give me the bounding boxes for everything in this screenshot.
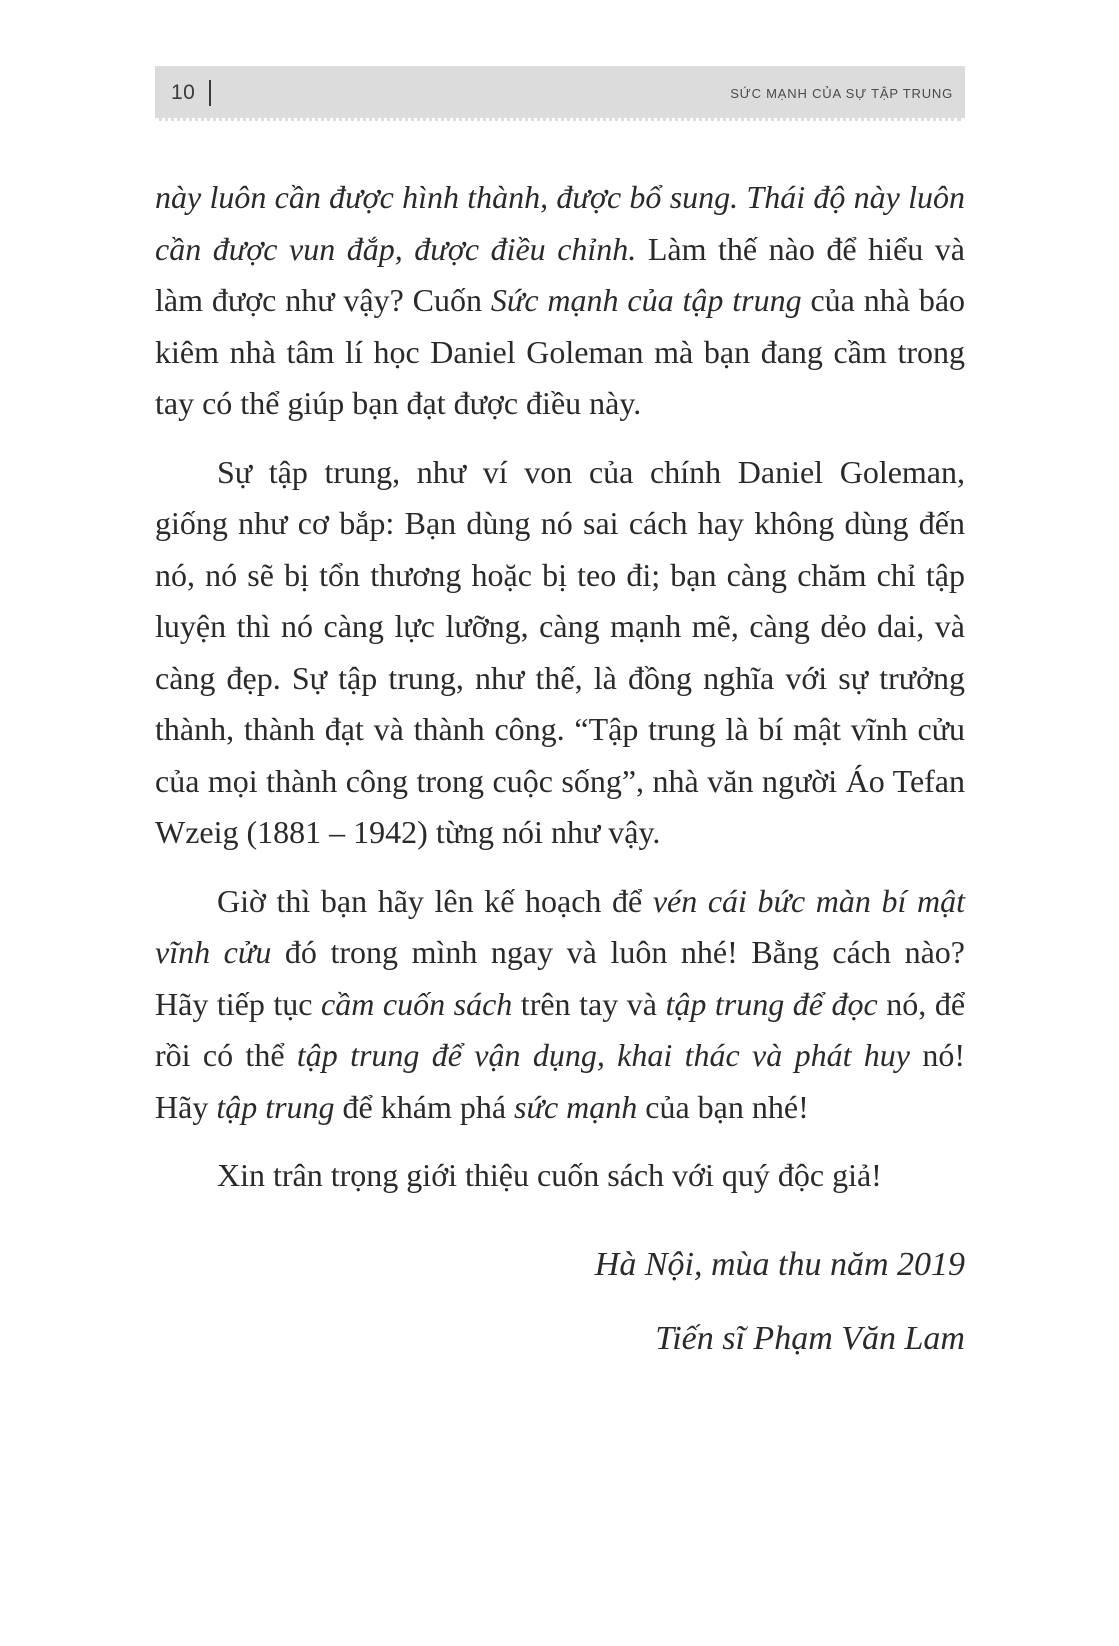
text-run: trên tay và xyxy=(512,985,666,1022)
text-italic: Sức mạnh của tập trung xyxy=(490,282,802,318)
text-italic: này luôn cần được hình thành, được bổ sung. Thái độ này luôn cần được vun đắp, được điều chỉnh. xyxy=(155,179,965,267)
page-header xyxy=(155,66,965,121)
text-run: đó trong mình ngay và luôn nhé! Bằng cách nào? Hãy tiếp tục xyxy=(155,934,966,1022)
signature-author: Tiến sĩ Phạm Văn Lam xyxy=(655,1320,965,1357)
page-number: 10 xyxy=(171,81,196,104)
text-run: nó! Hãy xyxy=(155,1037,966,1125)
signature-place-date: Hà Nội, mùa thu năm 2019 xyxy=(594,1246,965,1283)
paragraph xyxy=(155,172,965,430)
text-run: Làm thế nào để hiểu và làm được như vậy? Cuốn xyxy=(155,230,966,318)
text-run: của nhà báo kiêm nhà tâm lí học Daniel Goleman mà bạn đang cầm trong tay có thể giúp bạn đạt được điều này. xyxy=(155,282,966,421)
text-italic: tập trung để vận dụng, khai thác và phát huy xyxy=(296,1037,911,1073)
text-run: nó, để rồi có thể xyxy=(155,985,966,1073)
text-run: Xin trân trọng giới thiệu cuốn sách với quý độc giả! xyxy=(217,1157,882,1193)
paragraph xyxy=(155,1150,965,1202)
text-italic: vén cái bức màn bí mật vĩnh cửu xyxy=(155,882,966,970)
text-run: Sự tập trung, như ví von của chính Daniel Goleman, giống như cơ bắp: Bạn dùng nó sai cách hay không dùng đến nó, nó sẽ bị tổn thương hoặc bị teo đi; bạn càng chăm chỉ tập luyện thì nó càng lực lưỡng, càng mạnh mẽ, càng dẻo dai, và càng đẹp. Sự tập trung, như thế, là đồng nghĩa với sự trưởng thành, thành đạt và thành công. “Tập trung là bí mật vĩnh cửu của mọi thành công trong cuộc sống”, nhà văn người Áo Tefan Wzeig (1881 – 1942) từng nói như vậy. xyxy=(155,453,965,850)
paragraph xyxy=(155,876,965,1134)
text-run: Giờ thì bạn hãy lên kế hoạch để xyxy=(217,882,653,919)
paragraph xyxy=(155,447,965,859)
header-divider xyxy=(209,80,211,106)
text-italic: sức mạnh xyxy=(514,1088,638,1125)
text-italic: tập trung để đọc xyxy=(665,985,878,1022)
running-title: SỨC MẠNH CỦA SỰ TẬP TRUNG xyxy=(730,86,953,101)
text-italic: cầm cuốn sách xyxy=(321,985,513,1022)
text-run: của bạn nhé! xyxy=(637,1088,809,1125)
body-text xyxy=(155,172,965,1219)
text-italic: tập trung xyxy=(216,1088,335,1125)
text-run: để khám phá xyxy=(334,1088,515,1125)
